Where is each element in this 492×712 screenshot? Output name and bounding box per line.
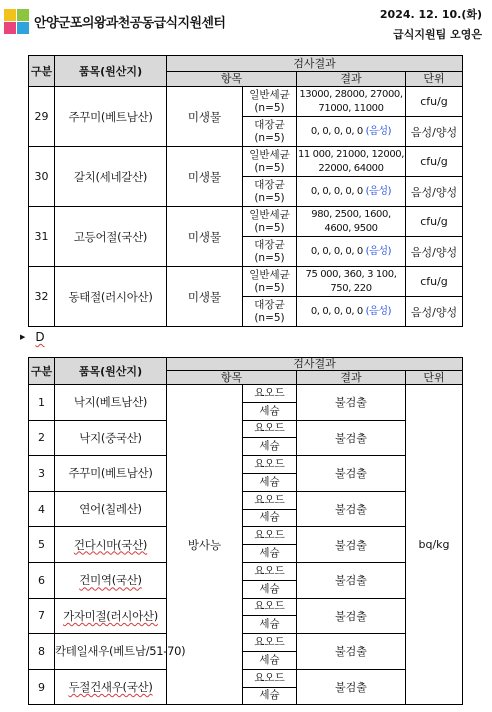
unit-coliform: 음성/양성 [406, 177, 463, 207]
col-header-item: 품목(원산지) [55, 358, 167, 385]
unit-bacteria: cfu/g [406, 267, 463, 297]
table-row [29, 634, 463, 652]
test-item-cesium: 세슘 [243, 616, 297, 634]
col-header-results: 검사결과 [167, 56, 463, 72]
test-item-coliform: 대장균 (n=5) [243, 177, 297, 207]
test-category: 미생물 [167, 267, 243, 327]
col-header-no: 구분 [29, 56, 55, 87]
negative-label: (음성) [365, 185, 392, 197]
col-header-unit: 단위 [406, 72, 463, 87]
row-number: 31 [29, 207, 55, 267]
item-name [55, 634, 186, 670]
test-item-bacteria: 일반세균 (n=5) [243, 207, 297, 237]
test-item-coliform: 대장균 (n=5) [243, 117, 297, 147]
test-item-cesium: 세슘 [243, 509, 297, 527]
test-item-iodine: 요오드 [243, 385, 297, 403]
item-name [55, 598, 167, 634]
table-row [29, 385, 463, 403]
result-value: 불검출 [297, 634, 406, 670]
item-name-text: 칵테일새우(베트남/51-70) [55, 644, 186, 659]
test-item-iodine: 요오드 [243, 669, 297, 687]
item-name-text: 가자미절(러시아산) [63, 608, 158, 623]
report-author: 급식지원팀 오영은 [393, 28, 482, 41]
item-name: 갈치(세네갈산) [55, 147, 167, 207]
unit-coliform: 음성/양성 [406, 297, 463, 327]
report-date: 2024. 12. 10.(화) [379, 8, 482, 21]
test-category: 미생물 [167, 147, 243, 207]
col-header-category: 항목 [167, 371, 297, 385]
result-coliform [297, 177, 406, 207]
unit-coliform: 음성/양성 [406, 237, 463, 267]
coliform-values: 0, 0, 0, 0, 0 [310, 245, 363, 257]
test-category: 미생물 [167, 87, 243, 147]
row-number: 32 [29, 267, 55, 327]
table-row [29, 147, 463, 177]
result-value: 불검출 [297, 598, 406, 634]
row-number: 4 [29, 491, 55, 527]
col-header-result: 결과 [297, 371, 406, 385]
row-number: 30 [29, 147, 55, 207]
row-number: 29 [29, 87, 55, 147]
test-item-cesium: 세슘 [243, 580, 297, 598]
section-d-heading [20, 330, 45, 344]
section-d-label: D [35, 330, 45, 344]
row-number: 1 [29, 385, 55, 421]
test-item-cesium: 세슘 [243, 651, 297, 669]
item-name-text: 낙지(중국산) [79, 430, 142, 445]
result-value: 불검출 [297, 491, 406, 527]
test-item-iodine: 요오드 [243, 527, 297, 545]
result-value: 불검출 [297, 456, 406, 492]
test-item-iodine: 요오드 [243, 456, 297, 474]
table-row [29, 420, 463, 438]
test-item-cesium: 세슘 [243, 545, 297, 563]
result-value: 불검출 [297, 562, 406, 598]
unit-coliform: 음성/양성 [406, 117, 463, 147]
test-item-cesium: 세슘 [243, 438, 297, 456]
table-row [29, 87, 463, 117]
result-value: 불검출 [297, 385, 406, 421]
coliform-values: 0, 0, 0, 0, 0 [310, 305, 363, 317]
item-name [55, 527, 167, 563]
item-name-text: 두절건새우(국산) [68, 680, 153, 695]
result-bacteria: 13000, 28000, 27000, 71000, 11000 [297, 87, 406, 117]
item-name-text: 건미역(국산) [79, 573, 142, 588]
table-row [29, 562, 463, 580]
unit-value: bq/kg [406, 385, 463, 705]
table-row [29, 527, 463, 545]
row-number: 6 [29, 562, 55, 598]
col-header-category: 항목 [167, 72, 297, 87]
col-header-result: 결과 [297, 72, 406, 87]
table-row [29, 207, 463, 237]
result-coliform [297, 297, 406, 327]
negative-label: (음성) [365, 305, 392, 317]
test-item-cesium: 세슘 [243, 473, 297, 491]
result-bacteria: 11 000, 21000, 12000, 22000, 64000 [297, 147, 406, 177]
item-name [55, 385, 167, 421]
test-item-cesium: 세슘 [243, 402, 297, 420]
row-number: 5 [29, 527, 55, 563]
negative-label: (음성) [365, 125, 392, 137]
test-item-coliform: 대장균 (n=5) [243, 237, 297, 267]
result-bacteria: 980, 2500, 1600, 4600, 9500 [297, 207, 406, 237]
result-value: 불검출 [297, 527, 406, 563]
item-name: 주꾸미(베트남산) [55, 87, 167, 147]
test-item-coliform: 대장균 (n=5) [243, 297, 297, 327]
organization-name: 안양군포의왕과천공동급식지원센터 [34, 16, 226, 31]
result-value: 불검출 [297, 420, 406, 456]
table-row [29, 267, 463, 297]
result-value: 불검출 [297, 669, 406, 705]
row-number: 3 [29, 456, 55, 492]
test-item-bacteria: 일반세균 (n=5) [243, 87, 297, 117]
table-row [29, 491, 463, 509]
item-name [55, 562, 167, 598]
item-name [55, 669, 167, 705]
col-header-no: 구분 [29, 358, 55, 385]
row-number: 2 [29, 420, 55, 456]
table-row [29, 669, 463, 687]
microbe-results-table [28, 55, 463, 327]
col-header-results: 검사결과 [167, 358, 463, 371]
item-name [55, 491, 167, 527]
result-coliform [297, 117, 406, 147]
coliform-values: 0, 0, 0, 0, 0 [310, 125, 363, 137]
unit-bacteria: cfu/g [406, 207, 463, 237]
test-item-iodine: 요오드 [243, 420, 297, 438]
test-category: 미생물 [167, 207, 243, 267]
coliform-values: 0, 0, 0, 0, 0 [310, 185, 363, 197]
radiation-results-table [28, 357, 463, 705]
test-item-bacteria: 일반세균 (n=5) [243, 147, 297, 177]
unit-bacteria: cfu/g [406, 87, 463, 117]
bullet-icon: ▶ [20, 333, 26, 341]
table-row [29, 598, 463, 616]
item-name-text: 낙지(베트남산) [73, 395, 148, 410]
test-item-iodine: 요오드 [243, 598, 297, 616]
page-header [0, 0, 492, 44]
result-bacteria: 75 000, 360, 3 100, 750, 220 [297, 267, 406, 297]
test-item-iodine: 요오드 [243, 491, 297, 509]
col-header-unit: 단위 [406, 371, 463, 385]
item-name: 동태절(러시아산) [55, 267, 167, 327]
row-number: 7 [29, 598, 55, 634]
item-name: 고등어절(국산) [55, 207, 167, 267]
item-name-text: 건다시마(국산) [73, 537, 148, 552]
negative-label: (음성) [365, 245, 392, 257]
test-item-iodine: 요오드 [243, 634, 297, 652]
test-item-cesium: 세슘 [243, 687, 297, 705]
test-category: 방사능 [167, 385, 243, 705]
unit-bacteria: cfu/g [406, 147, 463, 177]
item-name [55, 420, 167, 456]
test-item-iodine: 요오드 [243, 562, 297, 580]
item-name-text: 주꾸미(베트남산) [68, 466, 153, 481]
row-number: 8 [29, 634, 55, 670]
item-name [55, 456, 167, 492]
table-row [29, 456, 463, 474]
logo-icon [4, 9, 30, 35]
col-header-item: 품목(원산지) [55, 56, 167, 87]
row-number: 9 [29, 669, 55, 705]
result-coliform [297, 237, 406, 267]
item-name-text: 연어(칠레산) [79, 502, 142, 517]
test-item-bacteria: 일반세균 (n=5) [243, 267, 297, 297]
